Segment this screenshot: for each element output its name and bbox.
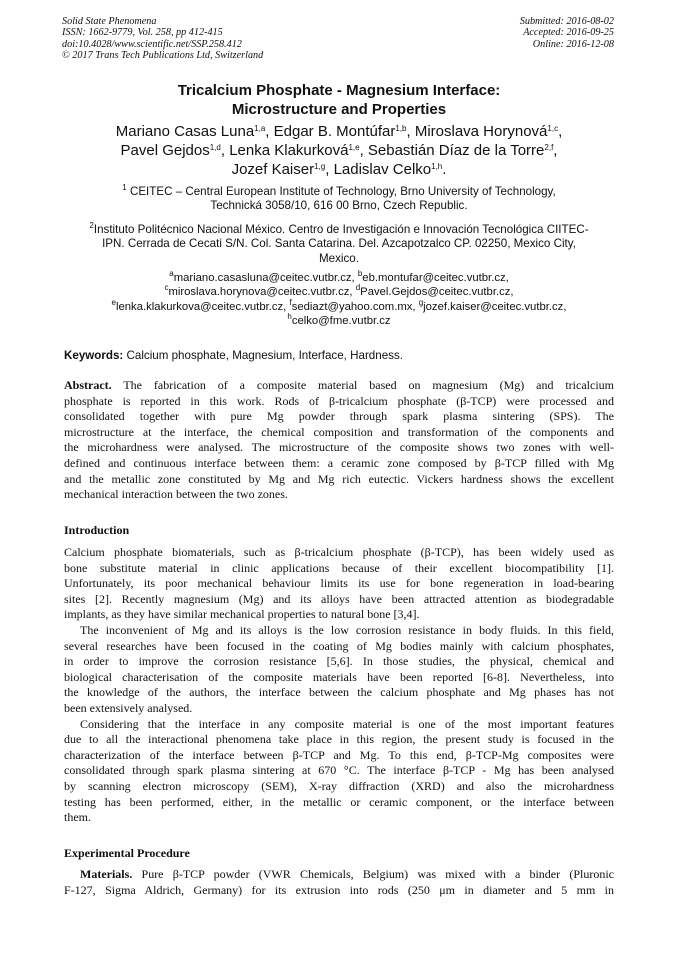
- accepted-date: Accepted: 2016-09-25: [523, 27, 614, 39]
- paragraph-line: implants, as they have similar mechanical properties to natural bone [3,4].: [64, 607, 420, 622]
- paragraph-line: consolidated through spark plasma sintering at 670 °C. The interface β-TCP - Mg has been analysed: [64, 763, 614, 778]
- email-link[interactable]: celko@fme.vutbr.cz: [291, 315, 391, 328]
- journal-copyright: © 2017 Trans Tech Publications Ltd, Switzerland: [62, 50, 264, 62]
- journal-info: [62, 16, 263, 62]
- paragraph-line: sites [2]. Recently magnesium (Mg) and its alloys have been attracted attention as biodegradable: [64, 591, 614, 606]
- author-name: , Ladislav Celko: [325, 161, 432, 178]
- keywords: [64, 349, 403, 362]
- affiliation-line: [64, 223, 614, 237]
- email-link[interactable]: miroslava.horynova@ceitec.vutbr.cz,: [168, 286, 356, 299]
- abstract-line: microstructure at the interface, the chemical composition and transformation of the components and: [64, 424, 614, 439]
- paragraph-line: Considering that the interface in any composite material is one of the most important features: [80, 716, 614, 731]
- affiliation-number: 1: [122, 183, 127, 192]
- affiliation-text: CEITEC – Central European Institute of Technology, Brno University of Technology,: [126, 185, 556, 198]
- affiliation-line: [64, 185, 614, 199]
- author-name: , Sebastián Díaz de la Torre: [359, 142, 545, 159]
- author-affil-mark: 1,a: [254, 124, 266, 133]
- author-affil-mark: 1,d: [209, 143, 221, 152]
- submitted-date: Submitted: 2016-08-02: [519, 16, 614, 27]
- abstract-line: and the metallic zone constituted by Mg and Mg rich eutectic. Vickers hardness shows the excellent: [64, 471, 614, 486]
- author-line: [40, 160, 638, 179]
- author-name: , Lenka Klakurková: [220, 142, 349, 159]
- author-affil-mark: 1,g: [314, 162, 326, 171]
- affiliation-line: Mexico.: [319, 251, 359, 265]
- paragraph-line: by scanning electron microscopy (SEM), X-ray diffraction (XRD) and also the microhardness: [64, 778, 614, 793]
- abstract-line: defined and continuous interface between them: a ceramic zone composed by β-TCP filled with Mg: [64, 455, 614, 470]
- author-affil-mark: 1,e: [348, 143, 360, 152]
- section-heading-experimental: Experimental Procedure: [64, 846, 190, 860]
- affiliation-text: Instituto Politécnico Nacional México. Centro de Investigación e Innovación Tecnológica CIITEC-: [93, 223, 589, 236]
- email-mark: f: [289, 297, 292, 307]
- abstract: [64, 378, 614, 503]
- paragraph-line: characterization of the interface between β-TCP and Mg. To this end, β-TCP-Mg composites were: [64, 747, 614, 762]
- abstract-label: Abstract.: [64, 378, 112, 392]
- journal-doi: doi:10.4028/www.scientific.net/SSP.258.412: [62, 38, 242, 50]
- affiliation-line: IPN. Cerrada de Cecati S/N. Col. Santa Catarina. Del. Azcapotzalco CP. 02250, Mexico City,: [102, 237, 576, 251]
- paragraph-line: Calcium phosphate biomaterials, such as β-tricalcium phosphate (β-TCP), has been widely used as: [64, 545, 614, 559]
- paragraph-line: them.: [64, 810, 91, 825]
- author-affil-mark: 1,c: [547, 124, 559, 133]
- author-name: Mariano Casas Luna: [115, 123, 255, 140]
- email-mark: c: [164, 283, 169, 293]
- paragraph-line: several researches have been focused in the coating of Mg bodies mainly with calcium phosphates,: [64, 638, 614, 653]
- abstract-line: the microhardness were analysed. The microstructure of the composite shows two zones with well-: [64, 440, 614, 455]
- paragraph-line: the knowledge of the authors, the interface between the calcium phosphate and Mg phases has not: [64, 685, 614, 700]
- affiliation-1: [64, 185, 614, 214]
- author-affil-mark: 2,f: [544, 143, 554, 152]
- paragraph-line: Unfortunately, its poor mechanical behaviour limits its use for bone regeneration in load-bearing: [64, 576, 614, 591]
- title-line: Tricalcium Phosphate - Magnesium Interface:: [177, 82, 501, 99]
- email-mark: a: [169, 269, 174, 278]
- author-name: , Edgar B. Montúfar: [265, 123, 396, 140]
- author-affil-mark: 1,h: [431, 162, 443, 171]
- materials-text: Pure β-TCP powder (VWR Chemicals, Belgium) was mixed with a binder (Pluronic: [132, 867, 614, 881]
- paragraph-line: The inconvenient of Mg and its alloys is the low corrosion resistance in body fluids. In this field,: [80, 622, 614, 637]
- abstract-line: phosphate is reported in this work. Rods of β-tricalcium phosphate (β-TCP) were processed and: [64, 393, 614, 408]
- author-separator: ,: [553, 142, 558, 159]
- journal-name: Solid State Phenomena: [62, 16, 157, 27]
- section-heading-introduction: Introduction: [64, 523, 130, 537]
- author-emails: [50, 271, 628, 329]
- journal-issn: ISSN: 1662-9779, Vol. 258, pp 412-415: [62, 27, 223, 39]
- email-mark: b: [357, 269, 363, 278]
- paper-title: [40, 81, 638, 119]
- abstract-line: mechanical interaction between the two zones.: [64, 487, 288, 502]
- author-separator: .: [442, 161, 447, 178]
- paragraph-line: in order to improve the corrosion resistance [5,6]. In those studies, the physical, chemical and: [64, 654, 614, 669]
- email-line: [50, 297, 628, 314]
- email-link[interactable]: eb.montufar@ceitec.vutbr.cz,: [362, 272, 509, 284]
- experimental-body: [64, 867, 614, 898]
- email-mark: d: [355, 283, 361, 293]
- author-line: [40, 122, 638, 141]
- paragraph-line: due to all the interactional phenomena take place in this region, the present study is focused in the: [64, 732, 614, 747]
- author-list: [40, 122, 638, 179]
- email-link[interactable]: mariano.casasluna@ceitec.vutbr.cz,: [173, 272, 358, 284]
- paragraph-line: bone substitute material in clinic applications because of their excellent biocompatibility [1].: [64, 560, 614, 575]
- online-date: Online: 2016-12-08: [532, 38, 614, 50]
- materials-label: Materials.: [80, 867, 133, 881]
- title-line: Microstructure and Properties: [231, 101, 447, 118]
- paragraph-line: been extensively analysed.: [64, 700, 193, 715]
- email-line: [50, 314, 628, 328]
- keywords-label: Keywords:: [64, 349, 124, 362]
- email-link[interactable]: sediazt@yahoo.com.mx,: [291, 300, 419, 313]
- email-mark: h: [287, 312, 292, 322]
- paragraph-line: biological characterisation of the composite materials have been reported [6-8]. Nevertheless, into: [64, 669, 614, 684]
- author-name: , Miroslava Horynová: [406, 123, 548, 140]
- affiliation-2: [64, 223, 614, 266]
- paragraph-line: [64, 867, 614, 883]
- email-link[interactable]: jozef.kaiser@ceitec.vutbr.cz,: [423, 300, 567, 313]
- introduction-body: [64, 545, 614, 826]
- email-mark: e: [111, 297, 116, 307]
- email-link[interactable]: Pavel.Gejdos@ceitec.vutbr.cz,: [360, 286, 514, 299]
- abstract-line: [64, 378, 614, 394]
- email-line: [50, 271, 628, 285]
- submission-dates: [520, 16, 614, 50]
- author-name: Pavel Gejdos: [120, 142, 210, 159]
- email-mark: g: [418, 297, 424, 307]
- affiliation-line: Technická 3058/10, 616 00 Brno, Czech Republic.: [210, 199, 468, 213]
- author-name: Jozef Kaiser: [231, 161, 315, 178]
- author-affil-mark: 1,b: [395, 124, 407, 133]
- author-line: [40, 141, 638, 160]
- abstract-text: The fabrication of a composite material based on magnesium (Mg) and tricalcium: [111, 378, 614, 392]
- paragraph-line: F-127, Sigma Aldrich, Germany) for its extrusion into rods (250 μm in diameter and 5 mm in: [64, 882, 614, 897]
- email-link[interactable]: lenka.klakurkova@ceitec.vutbr.cz,: [115, 300, 290, 313]
- email-line: [50, 285, 628, 299]
- paragraph-line: testing has been performed, either, in the metallic or ceramic component, or the interface between: [64, 794, 614, 809]
- author-separator: ,: [558, 123, 563, 140]
- abstract-line: consolidated together with pure Mg powder through spark plasma sintering (SPS). The: [64, 409, 614, 424]
- affiliation-number: 2: [89, 221, 94, 230]
- keywords-text: Calcium phosphate, Magnesium, Interface, Hardness.: [123, 349, 403, 362]
